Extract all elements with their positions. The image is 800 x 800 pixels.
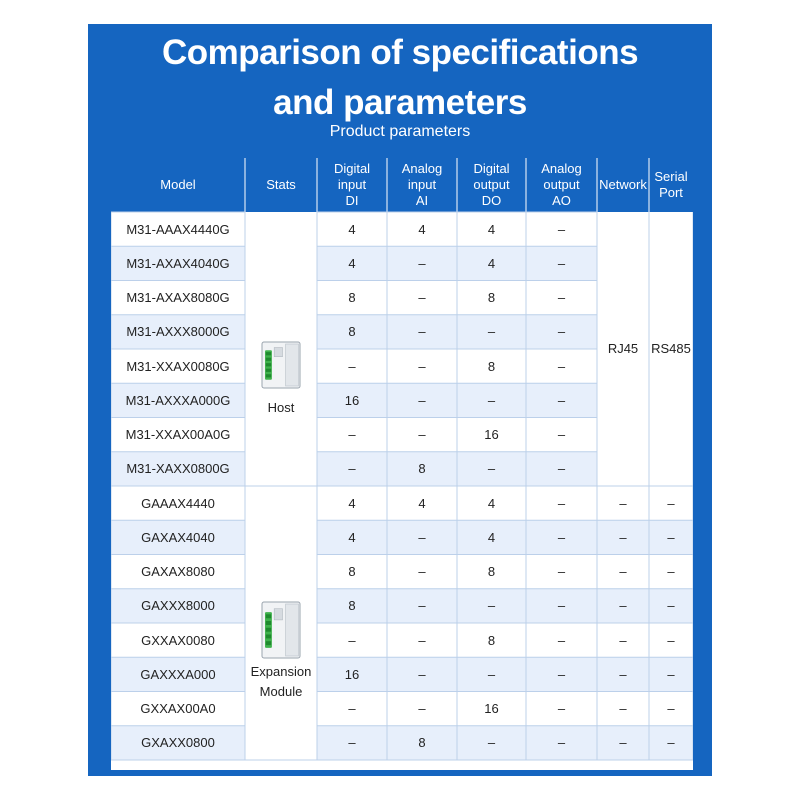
di-cell: 8 [348, 564, 356, 580]
ao-cell: – [557, 461, 566, 477]
expansion-label [245, 660, 317, 704]
serial-cell: – [667, 735, 675, 751]
do-cell: – [487, 324, 496, 340]
model-cell: M31-AXXXA000G [125, 392, 231, 408]
model-cell: GAAAX4440 [141, 495, 215, 511]
header-di-line: DI [345, 193, 359, 208]
do-cell: 16 [484, 701, 499, 717]
di-cell: – [348, 701, 356, 717]
do-cell: 4 [487, 255, 496, 271]
header-di-line: input [337, 177, 367, 192]
header-serial-line: Port [659, 185, 683, 200]
ao-cell: – [557, 735, 566, 751]
di-cell: 16 [344, 392, 360, 408]
do-cell: 4 [487, 495, 496, 511]
di-cell: – [348, 358, 356, 374]
do-cell: 4 [487, 529, 496, 545]
do-cell: 8 [487, 632, 496, 648]
ai-cell: – [418, 666, 426, 682]
ao-cell: – [557, 392, 566, 408]
ai-cell: – [418, 392, 426, 408]
model-cell: GXAXX0800 [141, 735, 215, 751]
ao-cell: – [557, 255, 566, 271]
do-cell: 8 [487, 358, 496, 374]
header-ao-line: output [543, 177, 580, 192]
ai-cell: – [418, 290, 426, 306]
ao-cell: – [557, 598, 566, 614]
ao-cell: – [557, 701, 566, 717]
ai-cell: – [418, 427, 426, 443]
header-do-line: DO [481, 193, 502, 208]
host-label: Host [267, 400, 295, 415]
header-ao-line: AO [552, 193, 571, 208]
ai-cell: – [418, 701, 426, 717]
ai-cell: 8 [418, 461, 426, 477]
ai-cell: – [418, 632, 426, 648]
page-title-line2: and parameters [273, 83, 527, 122]
header-di-line: Digital [333, 161, 371, 176]
di-cell: 4 [348, 255, 356, 271]
di-cell: 8 [348, 598, 356, 614]
model-cell: M31-XXAX00A0G [125, 427, 231, 443]
ao-cell: – [557, 529, 566, 545]
model-cell: M31-AXXX8000G [126, 324, 230, 340]
header-ai-line: Analog [401, 161, 443, 176]
model-cell: GXXAX0080 [141, 632, 215, 648]
di-cell: – [348, 427, 356, 443]
header-model: Model [160, 177, 196, 192]
di-cell: 4 [348, 529, 356, 545]
do-cell: 4 [487, 221, 496, 237]
ai-cell: 4 [418, 221, 426, 237]
ao-cell: – [557, 358, 566, 374]
ao-cell: – [557, 564, 566, 580]
model-cell: M31-AXAX4040G [126, 255, 230, 271]
serial-cell: – [667, 495, 675, 511]
page-title-line1: Comparison of specifications [161, 33, 639, 72]
spec-panel [88, 24, 712, 776]
ao-cell: – [557, 495, 566, 511]
serial-cell: – [667, 529, 675, 545]
ai-cell: – [418, 358, 426, 374]
do-cell: – [487, 666, 496, 682]
expansion-label-line: Module [259, 684, 303, 699]
ao-cell: – [557, 221, 566, 237]
ai-cell: 4 [418, 495, 426, 511]
network-cell: – [619, 632, 627, 648]
header-ai-line: input [407, 177, 437, 192]
do-cell: 16 [484, 427, 499, 443]
expansion-label-line: Expansion [250, 664, 312, 679]
ai-cell: 8 [418, 735, 426, 751]
header-do [457, 158, 526, 212]
model-cell: M31-XAXX0800G [126, 461, 230, 477]
di-cell: – [348, 735, 356, 751]
network-cell: – [619, 495, 627, 511]
model-cell: M31-AXAX8080G [126, 290, 230, 306]
header-network: Network [599, 177, 647, 192]
di-cell: 8 [348, 324, 356, 340]
model-cell: GAXXX8000 [141, 598, 215, 614]
host-serial-cell: RS485 [651, 341, 691, 356]
model-cell: GXXAX00A0 [140, 701, 216, 717]
ao-cell: – [557, 290, 566, 306]
network-cell: – [619, 666, 627, 682]
header-ai [387, 158, 457, 212]
serial-cell: – [667, 701, 675, 717]
header-ao [526, 158, 597, 212]
network-cell: – [619, 701, 627, 717]
di-cell: 8 [348, 290, 356, 306]
di-cell: – [348, 632, 356, 648]
header-di [317, 158, 387, 212]
ai-cell: – [418, 324, 426, 340]
do-cell: – [487, 598, 496, 614]
model-cell: GAXAX8080 [141, 564, 215, 580]
model-cell: GAXAX4040 [141, 529, 215, 545]
di-cell: – [348, 461, 356, 477]
header-stats: Stats [266, 177, 296, 192]
network-cell: – [619, 529, 627, 545]
host-device-image [262, 342, 300, 388]
network-cell: – [619, 564, 627, 580]
header-serial [649, 158, 693, 212]
host-network-cell: RJ45 [607, 341, 639, 356]
ao-cell: – [557, 324, 566, 340]
expansion-device-image [262, 602, 300, 658]
do-cell: 8 [487, 290, 496, 306]
ai-cell: – [418, 564, 426, 580]
do-cell: – [487, 735, 496, 751]
ao-cell: – [557, 427, 566, 443]
header-ao-line: Analog [541, 161, 582, 176]
ai-cell: – [418, 598, 426, 614]
serial-cell: – [667, 666, 675, 682]
page-subtitle: Product parameters [329, 123, 471, 140]
model-cell: M31-XXAX0080G [126, 358, 230, 374]
model-cell: GAXXXA000 [140, 666, 216, 682]
di-cell: 4 [348, 221, 356, 237]
ao-cell: – [557, 666, 566, 682]
network-cell: – [619, 735, 627, 751]
header-do-line: output [473, 177, 510, 192]
do-cell: – [487, 461, 496, 477]
serial-cell: – [667, 598, 675, 614]
network-cell: – [619, 598, 627, 614]
ai-cell: – [418, 529, 426, 545]
do-cell: – [487, 392, 496, 408]
serial-cell: – [667, 632, 675, 648]
header-do-line: Digital [473, 161, 510, 176]
header-ai-line: AI [415, 193, 429, 208]
model-cell: M31-AAAX4440G [126, 221, 230, 237]
ao-cell: – [557, 632, 566, 648]
di-cell: 16 [344, 666, 360, 682]
ai-cell: – [418, 255, 426, 271]
header-serial-line: Serial [654, 169, 688, 184]
do-cell: 8 [487, 564, 496, 580]
di-cell: 4 [348, 495, 356, 511]
serial-cell: – [667, 564, 675, 580]
